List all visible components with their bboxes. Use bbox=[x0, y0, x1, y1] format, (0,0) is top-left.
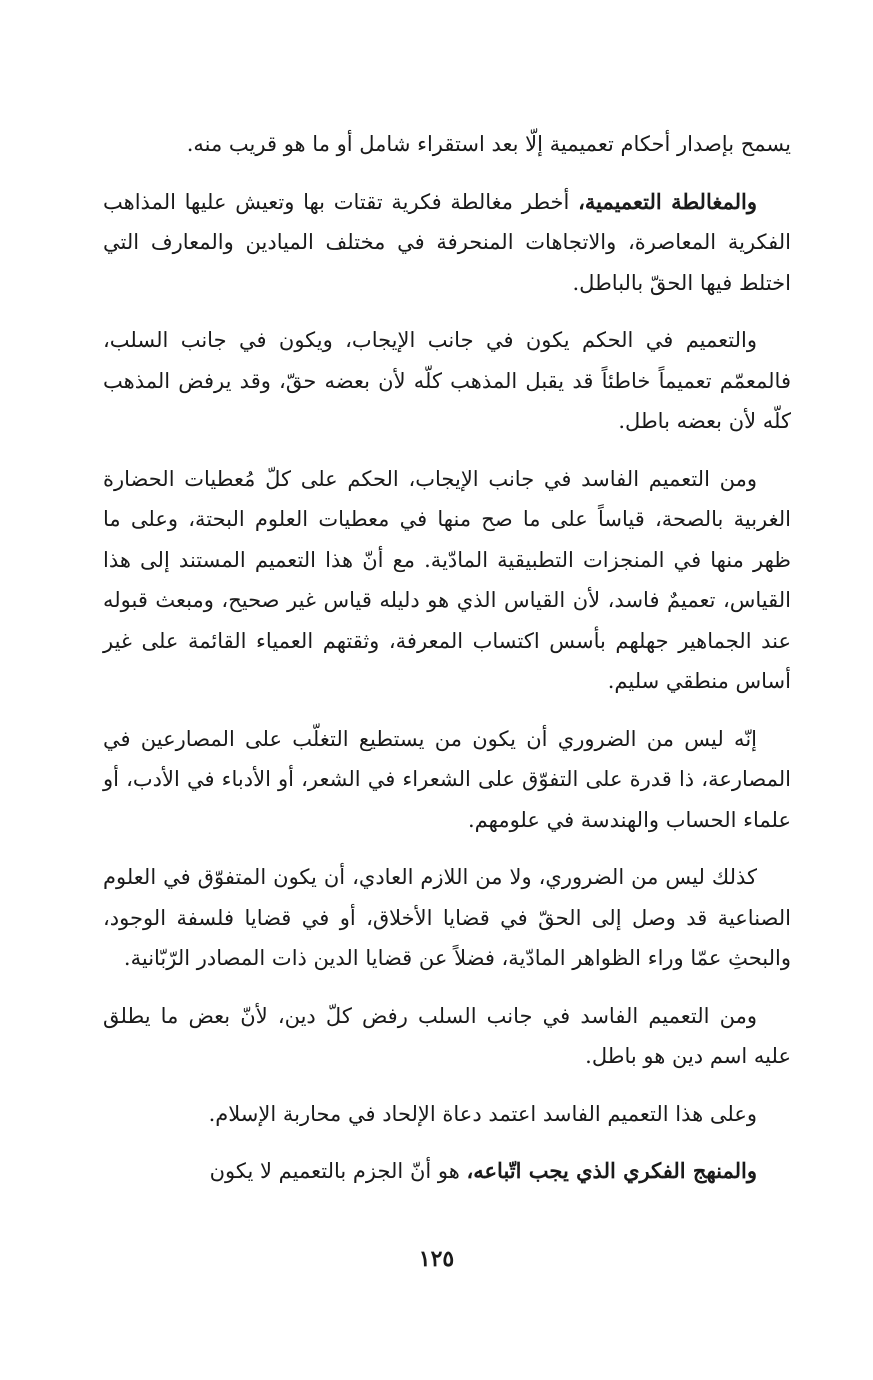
paragraph-5-text: إنّه ليس من الضروري أن يكون من يستطيع التغلّب على المصارعين في المصارعة، ذا قدرة على التفوّق على الشعراء في الشعر، أو الأدباء في الأدب، أو علماء الحساب والهندسة في علومهم. bbox=[103, 726, 791, 832]
page-number: ١٢٥ bbox=[418, 1246, 455, 1272]
paragraph-3-text: والتعميم في الحكم يكون في جانب الإيجاب، ويكون في جانب السلب، فالمعمّم تعميماً خاطئاً قد يقبل المذهب كلّه لأن بعضه حقّ، وقد يرفض المذهب كلّه لأن بعضه باطل. bbox=[103, 328, 791, 433]
paragraph-1 bbox=[103, 124, 791, 165]
paragraph-2-lead: والمغالطة التعميمية، bbox=[578, 188, 758, 214]
paragraph-5 bbox=[103, 719, 791, 841]
paragraph-6 bbox=[103, 857, 791, 979]
paragraph-4-text: ومن التعميم الفاسد في جانب الإيجاب، الحكم على كلّ مُعطيات الحضارة الغربية بالصحة، قياساً على ما صح منها في معطيات العلوم البحتة، وعلى ما ظهر منها في المنجزات التطبيقية المادّية. مع أنّ هذا التعميم المستند إلى هذا القياس، تعميمٌ فاسد، لأن القياس الذي هو دليله قياس غير صحيح، ومبعث قبوله عند الجماهير جهلهم بأسس اكتساب المعرفة، وثقتهم العمياء القائمة على غير أساس منطقي سليم. bbox=[103, 466, 791, 693]
paragraph-8 bbox=[103, 1094, 791, 1135]
paragraph-7 bbox=[103, 996, 791, 1077]
paragraph-2 bbox=[103, 182, 791, 304]
paragraph-9 bbox=[103, 1151, 791, 1192]
paragraph-9-lead: والمنهج الفكري الذي يجب اتّباعه، bbox=[466, 1158, 757, 1183]
paragraph-4 bbox=[103, 459, 791, 702]
paragraph-9-text: هو أنّ الجزم بالتعميم لا يكون bbox=[209, 1159, 467, 1183]
paragraph-6-text: كذلك ليس من الضروري، ولا من اللازم العادي، أن يكون المتفوّق في العلوم الصناعية قد وصل إلى الحقّ في قضايا الأخلاق، أو في قضايا فلسفة الوجود، والبحثِ عمّا وراء الظواهر المادّية، فضلاً عن قضايا الدين ذات المصادر الرّبّانية. bbox=[103, 865, 791, 970]
paragraph-8-text: وعلى هذا التعميم الفاسد اعتمد دعاة الإلحاد في محاربة الإسلام. bbox=[208, 1101, 757, 1126]
paragraph-3 bbox=[103, 320, 791, 442]
paragraph-7-text: ومن التعميم الفاسد في جانب السلب رفض كلّ دين، لأنّ بعض ما يطلق عليه اسم دين هو باطل. bbox=[103, 1003, 791, 1068]
paragraph-1-text: يسمح بإصدار أحكام تعميمية إلّا بعد استقراء شامل أو ما هو قريب منه. bbox=[186, 132, 791, 156]
body-text bbox=[103, 124, 791, 1209]
paragraph-2-text: أخطر مغالطة فكرية تقتات بها وتعيش عليها المذاهب الفكرية المعاصرة، والاتجاهات المنحرفة في مختلف الميادين والمعارف التي اختلط فيها الحقّ بالباطل. bbox=[103, 189, 791, 295]
